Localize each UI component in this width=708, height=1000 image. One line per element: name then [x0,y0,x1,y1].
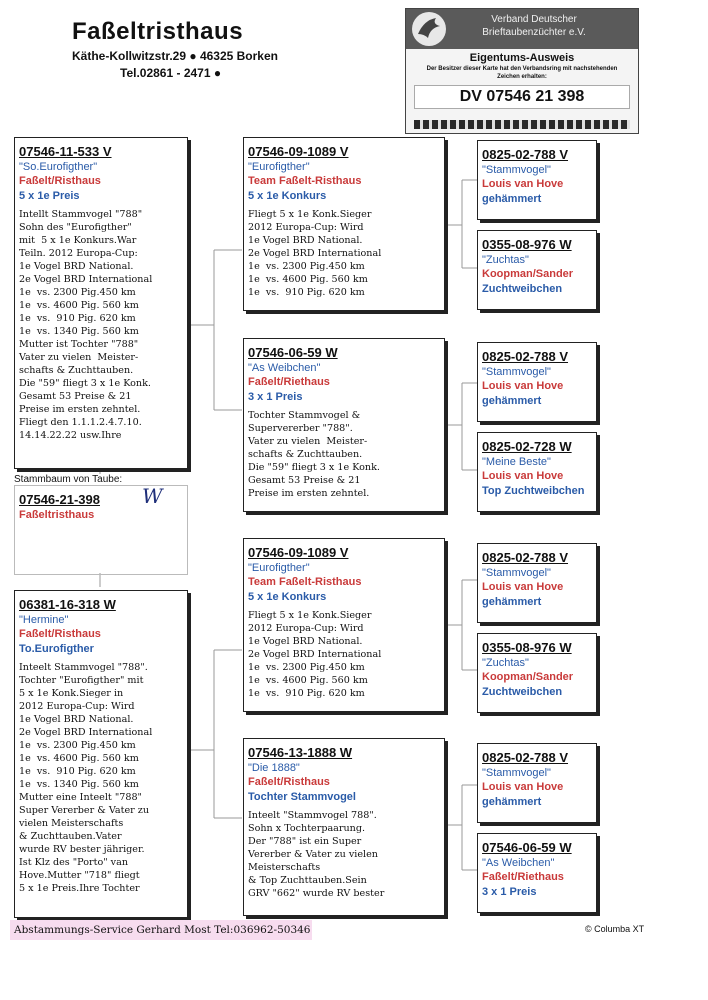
owner: Koopman/Sander [482,671,574,683]
achievement: 5 x 1e Konkurs [248,591,327,603]
mother-box [14,590,188,918]
ring-number: 07546-06-59 W [482,840,572,855]
description: Intellt Stammvogel "788" Sohn des "Eurofigther" mit 5 x 1e Konkurs.War Teiln. 2012 Europa-Cup: 1e Vogel BRD National. 2e Vogel BRD International 1e vs. 2300 Pig.450 km 1e vs. 4600 Pig. 560 km 1e vs. 910 Pig. 620 km 1e vs. 1340 Pig. 560 km Mutter ist Tochter "788" Vater zu vielen Meister- schafts & Zuchttauben. Die "59" fliegt 3 x 1e Konk. Gesamt 53 Preise & 21 Preise im ersten zehntel. Fliegt den 1.1.1.2.4.7.10. 14.14.22.22 usw.Ihre [19,209,153,441]
great-grandparent-box [477,140,597,220]
pedigree-label: Stammbaum von Taube: [14,474,123,485]
pigeon-name: "Eurofigther" [248,562,310,574]
great-grandparent-box [477,833,597,913]
pigeon-name: "Meine Beste" [482,456,551,468]
card-pattern [414,120,630,129]
achievement: Tochter Stammvogel [248,791,356,803]
mother-dam-box [243,738,445,916]
owner: Team Faßelt-Risthaus [248,576,362,588]
achievement: 5 x 1e Konkurs [248,190,327,202]
ring-number: 0355-08-976 W [482,640,572,655]
mother-sire-box [243,538,445,712]
subject-owner: Faßeltristhaus [19,509,95,521]
father-box [14,137,188,469]
card-ring-number: DV 07546 21 398 [414,85,630,109]
great-grandparent-box [477,342,597,422]
pigeon-logo-icon [412,12,446,46]
owner: Faßelt/Riethaus [248,376,330,388]
owner: Louis van Hove [482,380,564,392]
ownership-card [405,8,639,134]
achievement: gehämmert [482,193,542,205]
description: Inteelt "Stammvogel 788". Sohn x Tochterpaarung. Der "788" ist ein Super Vererber & Vater zu vielen Meisterschafts & Top Zuchttauben.Sein GRV "662" wurde RV bester [248,810,385,899]
ring-number: 0355-08-976 W [482,237,572,252]
pigeon-name: "Stammvogel" [482,366,551,378]
owner: Faßelt/Risthaus [19,175,101,187]
card-title: Eigentums-Ausweis [469,52,575,64]
father-sire-box [243,137,445,311]
ring-number: 07546-06-59 W [248,345,338,360]
description: Fliegt 5 x 1e Konk.Sieger 2012 Europa-Cup: Wird 1e Vogel BRD National. 2e Vogel BRD International 1e vs. 2300 Pig.450 km 1e vs. 4600 Pig. 560 km 1e vs. 910 Pig. 620 km [248,209,382,298]
pigeon-name: "Die 1888" [248,762,300,774]
pigeon-name: "Stammvogel" [482,164,551,176]
pigeon-name: "Hermine" [19,614,69,626]
ring-number: 0825-02-788 V [482,147,569,162]
owner: Louis van Hove [482,781,564,793]
pigeon-name: "Eurofigther" [248,161,310,173]
ring-number: 0825-02-788 V [482,750,569,765]
achievement: gehämmert [482,796,542,808]
pigeon-name: "So.Eurofigther" [19,161,98,173]
card-subtitle: Der Besitzer dieser Karte hat den Verbandsring mit nachstehenden Zeichen erhalten: [426,66,618,80]
ring-number: 0825-02-728 W [482,439,572,454]
pigeon-name: "As Weibchen" [248,362,321,374]
owner: Faßelt/Risthaus [248,776,330,788]
achievement: 3 x 1 Preis [248,391,303,403]
card-header [406,9,638,49]
ring-number: 0825-02-788 V [482,349,569,364]
ring-number: 07546-11-533 V [19,144,112,159]
card-organization: Verband Deutscher Brieftaubenzüchter e.V. [482,14,586,38]
description: Tochter Stammvogel & Supervererber "788". Vater zu vielen Meister- schafts & Zuchttauben. Die "59" fliegt 3 x 1e Konk. Gesamt 53 Preise & 21 Preise im ersten zehntel. [248,410,380,499]
pigeon-name: "As Weibchen" [482,857,555,869]
owner: Team Faßelt-Risthaus [248,175,362,187]
ring-number: 07546-13-1888 W [248,745,353,760]
loft-address: Käthe-Kollwitzstr.29 ● 46325 Borken [72,49,278,63]
ring-number: 0825-02-788 V [482,550,569,565]
owner: Koopman/Sander [482,268,574,280]
owner: Faßelt/Riethaus [482,871,564,883]
handwritten-sex-mark: W [142,484,163,508]
achievement: 5 x 1e Preis [19,190,80,202]
owner: Louis van Hove [482,178,564,190]
great-grandparent-box [477,543,597,623]
great-grandparent-box [477,743,597,823]
owner: Louis van Hove [482,581,564,593]
achievement: Top Zuchtweibchen [482,485,585,497]
ring-number: 07546-09-1089 V [248,144,349,159]
owner: Faßelt/Risthaus [19,628,101,640]
pigeon-name: "Zuchtas" [482,254,529,266]
pigeon-name: "Stammvogel" [482,767,551,779]
description: Inteelt Stammvogel "788". Tochter "Eurofigther" mit 5 x 1e Konk.Sieger in 2012 Europa-Cup: Wird 1e Vogel BRD National. 2e Vogel BRD International 1e vs. 2300 Pig.450 km 1e vs. 4600 Pig. 560 km 1e vs. 910 Pig. 620 km 1e vs. 1340 Pig. 560 km Mutter eine Inteelt "788" Super Vererber & Vater zu vielen Meisterschafts & Zuchttauben.Vater wurde RV bester jähriger. Ist Klz des "Porto" van Hove.Mutter "718" fliegt 5 x 1e Preis.Ihre Tochter [19,662,153,894]
ring-number: 07546-09-1089 V [248,545,349,560]
achievement: To.Eurofigther [19,643,94,655]
achievement: 3 x 1 Preis [482,886,537,898]
achievement: gehämmert [482,395,542,407]
copyright: © Columba XT [585,924,645,934]
great-grandparent-box [477,432,597,512]
ring-number: 06381-16-318 W [19,597,116,612]
achievement: Zuchtweibchen [482,283,563,295]
great-grandparent-box [477,633,597,713]
pedigree-service-footer: Abstammungs-Service Gerhard Most Tel:036962-50346 [10,920,312,940]
pigeon-name: "Zuchtas" [482,657,529,669]
loft-title: Faßeltristhaus [72,18,244,45]
achievement: gehämmert [482,596,542,608]
achievement: Zuchtweibchen [482,686,563,698]
subject-ring: 07546-21-398 [19,492,100,507]
great-grandparent-box [477,230,597,310]
owner: Louis van Hove [482,470,564,482]
father-dam-box [243,338,445,512]
description: Fliegt 5 x 1e Konk.Sieger 2012 Europa-Cup: Wird 1e Vogel BRD National. 2e Vogel BRD International 1e vs. 2300 Pig.450 km 1e vs. 4600 Pig. 560 km 1e vs. 910 Pig. 620 km [248,610,382,699]
pigeon-name: "Stammvogel" [482,567,551,579]
loft-phone: Tel.02861 - 2471 ● [120,66,222,80]
